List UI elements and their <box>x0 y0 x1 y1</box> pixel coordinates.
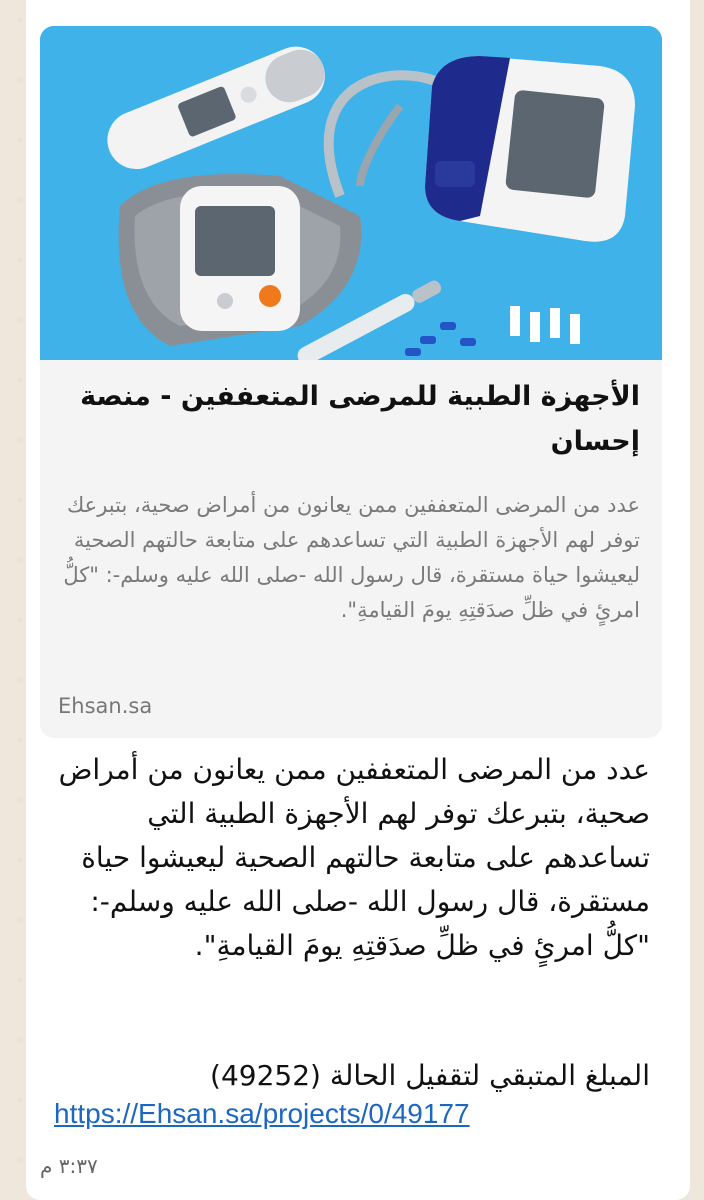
preview-image[interactable] <box>40 26 662 360</box>
link-preview-card[interactable] <box>40 26 662 738</box>
link-preview-domain: Ehsan.sa <box>58 694 153 718</box>
link-preview-description: عدد من المرضى المتعففين ممن يعانون من أمراض صحية، بتبرعك توفر لهم الأجهزة الطبية التي تساعدهم على متابعة حالتهم الصحية ليعيشوا حياة مستقرة، قال رسول الله -صلى الله عليه وسلم-: "كلُّ امرئٍ في ظلِّ صدَقتِهِ يومَ القيامةِ". <box>63 493 640 622</box>
message-remaining-amount: المبلغ المتبقي لتقفيل الحالة (49252) <box>210 1059 650 1092</box>
link-preview-title[interactable]: الأجهزة الطبية للمرضى المتعففين - منصة إحسان <box>80 381 640 457</box>
message-body: عدد من المرضى المتعففين ممن يعانون من أمراض صحية، بتبرعك توفر لهم الأجهزة الطبية التي تساعدهم على متابعة حالتهم الصحية ليعيشوا حياة مستقرة، قال رسول الله -صلى الله عليه وسلم-: "كلُّ امرئٍ في ظلِّ صدَقتِهِ يومَ القيامةِ". <box>58 753 650 962</box>
message-timestamp: ٣:٣٧ م <box>40 1154 98 1178</box>
message-link[interactable]: https://Ehsan.sa/projects/0/49177 <box>54 1098 470 1129</box>
medical-devices-image <box>40 26 662 360</box>
message-bubble[interactable] <box>26 0 690 1200</box>
